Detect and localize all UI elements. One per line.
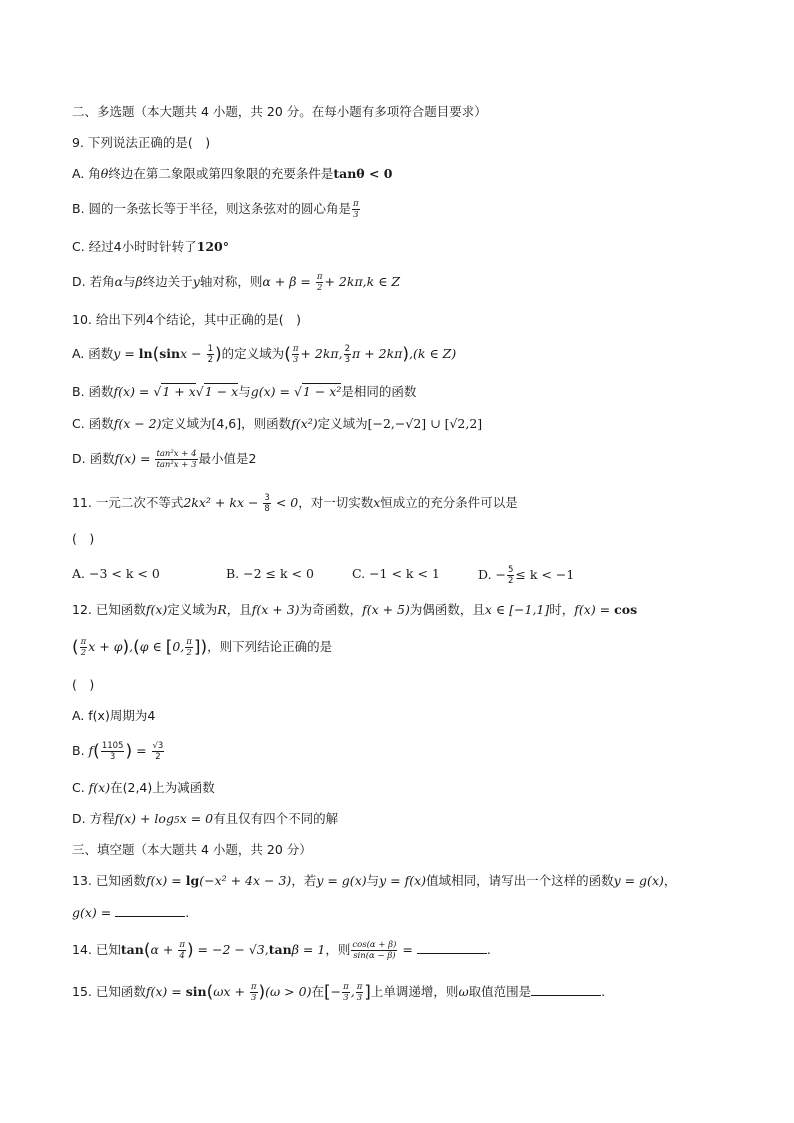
q9-option-c: C. 经过4小时时针转了120° — [72, 239, 229, 254]
q12-option-d: D. 方程f(x) + log5x = 0有且仅有四个不同的解 — [72, 811, 339, 826]
q13-stem: 13. 已知函数f(x) = lg(−x² + 4x − 3)，若y = g(x)与y = f(x)值域相同，请写出一个这样的函数y = g(x)， — [72, 873, 677, 888]
q9-option-b: B. 圆的一条弦长等于半径，则这条弦对的圆心角是 $\frac{\pi}{3}$ — [72, 199, 359, 220]
q11-paren: ( ) — [72, 531, 95, 546]
q10-option-d: D. 函数f(x) = $\frac{\text{tan²x + 4}}{\text{tan²x + 3}}$ 最小值是2 — [72, 449, 257, 470]
q12-paren: ( ) — [72, 677, 95, 692]
q9-option-a: A. 角θ终边在第二象限或第四象限的充要条件是tanθ < 0 — [72, 166, 393, 181]
q9-stem: 9. 下列说法正确的是( ) — [72, 135, 211, 150]
q10-option-b: B. 函数f(x) = √1 + x√1 − x与g(x) = √1 − x²是相同的函数 — [72, 384, 417, 399]
q14-stem: 14. 已知tan(α + $\frac{\pi}{4}$ ) = −2 − √3,tanβ = 1，则 $\frac{\cos(\alpha + \beta)}{\sin(\alpha - \beta)}$ = . — [72, 940, 491, 961]
q11-option-b: B. −2 ≤ k < 0 — [226, 566, 314, 581]
q12-option-c: C. f(x)在(2,4)上为减函数 — [72, 780, 215, 795]
q10-option-a: A. 函数y = ln(sinx − $\frac{1}{2}$ )的定义域为( $\frac{\pi}{3}$ + 2kπ, $\frac{2}{3}$ π + 2kπ),(k ∈ Z) — [72, 344, 457, 365]
q11-stem: 11. 一元二次不等式2kx² + kx − $\frac{3}{8}$ < 0，对一切实数x恒成立的充分条件可以是 — [72, 493, 518, 514]
q11-option-d: D. − $\frac{5}{2}$ ≤ k < −1 — [478, 565, 575, 586]
q12-option-a: A. f(x)周期为4 — [72, 708, 156, 723]
q10-option-c: C. 函数f(x − 2)定义域为[4,6]，则函数f(x²)定义域为[−2,−√2] ∪ [√2,2] — [72, 416, 483, 431]
q12-stem-line2: ( $\frac{\pi}{2}$ x + φ),(φ ∈ [0, $\frac{\pi}{2}$ ])，则下列结论正确的是 — [72, 637, 333, 658]
q14-answer-blank[interactable] — [417, 941, 487, 954]
q13-answer-blank[interactable] — [115, 904, 185, 917]
section3-heading: 三、填空题（本大题共 4 小题，共 20 分） — [72, 842, 312, 857]
q15-answer-blank[interactable] — [531, 983, 601, 996]
section2-heading: 二、多选题（本大题共 4 小题，共 20 分。在每小题有多项符合题目要求） — [72, 104, 487, 119]
q12-option-b: B. f( $\frac{1105}{3}$ ) = $\frac{√3}{2}$ — [72, 741, 164, 762]
q10-stem: 10. 给出下列4个结论，其中正确的是( ) — [72, 312, 302, 327]
q15-stem: 15. 已知函数f(x) = sin(ωx + $\frac{\pi}{3}$ )(ω > 0)在[− $\frac{\pi}{3}$ , $\frac{\pi}{3}$ ]上单调递增，则ω取值范围是 . — [72, 982, 606, 1003]
q12-stem: 12. 已知函数f(x)定义域为R，且f(x + 3)为奇函数，f(x + 5)为偶函数，且x ∈ [−1,1]时，f(x) = cos — [72, 602, 638, 617]
q9-option-d: D. 若角α与β终边关于y轴对称，则α + β = $\frac{\pi}{2}$ + 2kπ,k ∈ Z — [72, 272, 401, 293]
q11-option-c: C. −1 < k < 1 — [352, 566, 440, 581]
q13-line2: g(x) = . — [72, 905, 190, 920]
q11-option-a: A. −3 < k < 0 — [72, 566, 160, 581]
